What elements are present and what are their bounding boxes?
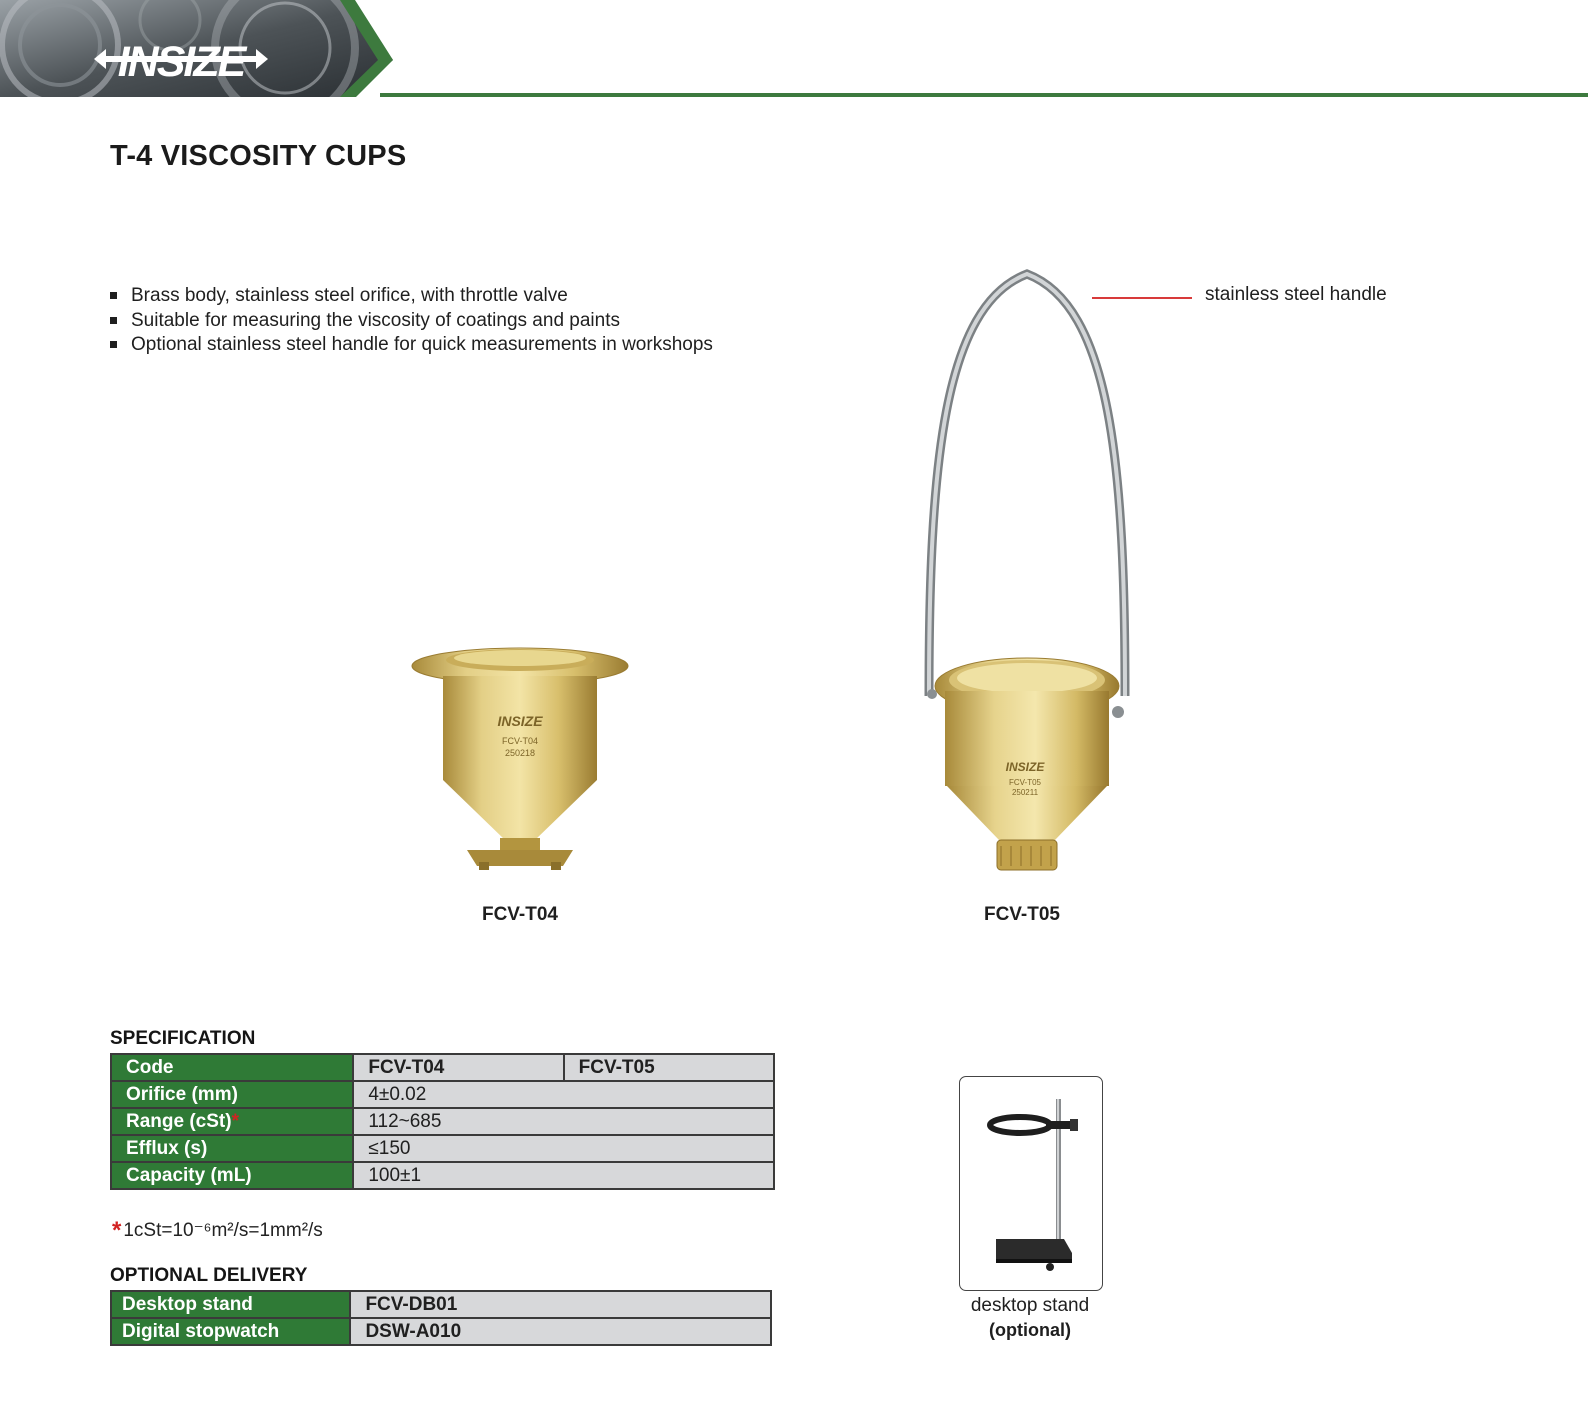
feature-list: [110, 284, 713, 358]
stand-optional-note: (optional): [989, 1320, 1071, 1340]
feature-item: Optional stainless steel handle for quick measurements in workshops: [110, 333, 713, 358]
brand-wordmark: INSIZE: [117, 38, 245, 82]
spec-value: 100±1: [353, 1162, 774, 1189]
spec-label: Orifice (mm): [111, 1081, 353, 1108]
insize-logo-icon: [92, 36, 270, 82]
spec-value: 112~685: [353, 1108, 774, 1135]
specification-title: SPECIFICATION: [110, 1028, 256, 1049]
spec-label: Capacity (mL): [111, 1162, 353, 1189]
engraved-serial: 250218: [504, 748, 536, 758]
desktop-stand-image: [960, 1077, 1102, 1290]
optional-delivery-table: [110, 1290, 772, 1346]
spec-label: Range (cSt): [126, 1110, 232, 1132]
engraved-serial: 250211: [1011, 788, 1039, 797]
engraved-code: FCV-T05: [1008, 778, 1042, 787]
page-title: T-4 VISCOSITY CUPS: [110, 140, 407, 172]
spec-value: FCV-T04: [353, 1054, 563, 1081]
callout-line: [1092, 297, 1192, 299]
footnote-star: *: [112, 1217, 122, 1244]
header-rule: [380, 93, 1588, 97]
product-image-fcv-t05: [915, 266, 1140, 878]
callout-label: stainless steel handle: [1205, 284, 1387, 305]
spec-value: FCV-T05: [564, 1054, 774, 1081]
table-row: [111, 1135, 774, 1162]
spec-value: ≤150: [353, 1135, 774, 1162]
unit-footnote: [112, 1217, 323, 1245]
table-row: [111, 1291, 771, 1318]
product-image-fcv-t04: [405, 640, 635, 880]
optional-delivery-title: OPTIONAL DELIVERY: [110, 1265, 308, 1286]
product-label-fcv-t05: FCV-T05: [983, 904, 1061, 925]
feature-item: Suitable for measuring the viscosity of coatings and paints: [110, 309, 713, 334]
spec-label: Code: [111, 1054, 353, 1081]
accessory-label: Desktop stand: [111, 1291, 350, 1318]
table-row: [111, 1162, 774, 1189]
spec-value: 4±0.02: [353, 1081, 774, 1108]
table-row: [111, 1108, 774, 1135]
table-row: [111, 1081, 774, 1108]
spec-label: Efflux (s): [111, 1135, 353, 1162]
feature-item: Brass body, stainless steel orifice, with throttle valve: [110, 284, 713, 309]
engraved-logo: INSIZE: [1005, 760, 1045, 774]
table-row: [111, 1054, 774, 1081]
footnote-text: 1cSt=10⁻⁶m²/s=1mm²/s: [123, 1220, 323, 1241]
engraved-logo: INSIZE: [497, 713, 543, 729]
table-row: [111, 1318, 771, 1345]
desktop-stand-frame: [959, 1076, 1103, 1291]
engraved-code: FCV-T04: [501, 736, 539, 746]
spec-label-cell: [111, 1108, 353, 1135]
desktop-stand-caption: [958, 1294, 1102, 1342]
product-label-fcv-t04: FCV-T04: [481, 904, 559, 925]
footnote-star: *: [231, 1110, 239, 1132]
accessory-label: Digital stopwatch: [111, 1318, 350, 1345]
stand-caption-text: desktop stand: [970, 1295, 1090, 1316]
brand-logo: [92, 36, 270, 82]
accessory-code: DSW-A010: [350, 1318, 771, 1345]
accessory-code: FCV-DB01: [350, 1291, 771, 1318]
specification-table: [110, 1053, 775, 1190]
